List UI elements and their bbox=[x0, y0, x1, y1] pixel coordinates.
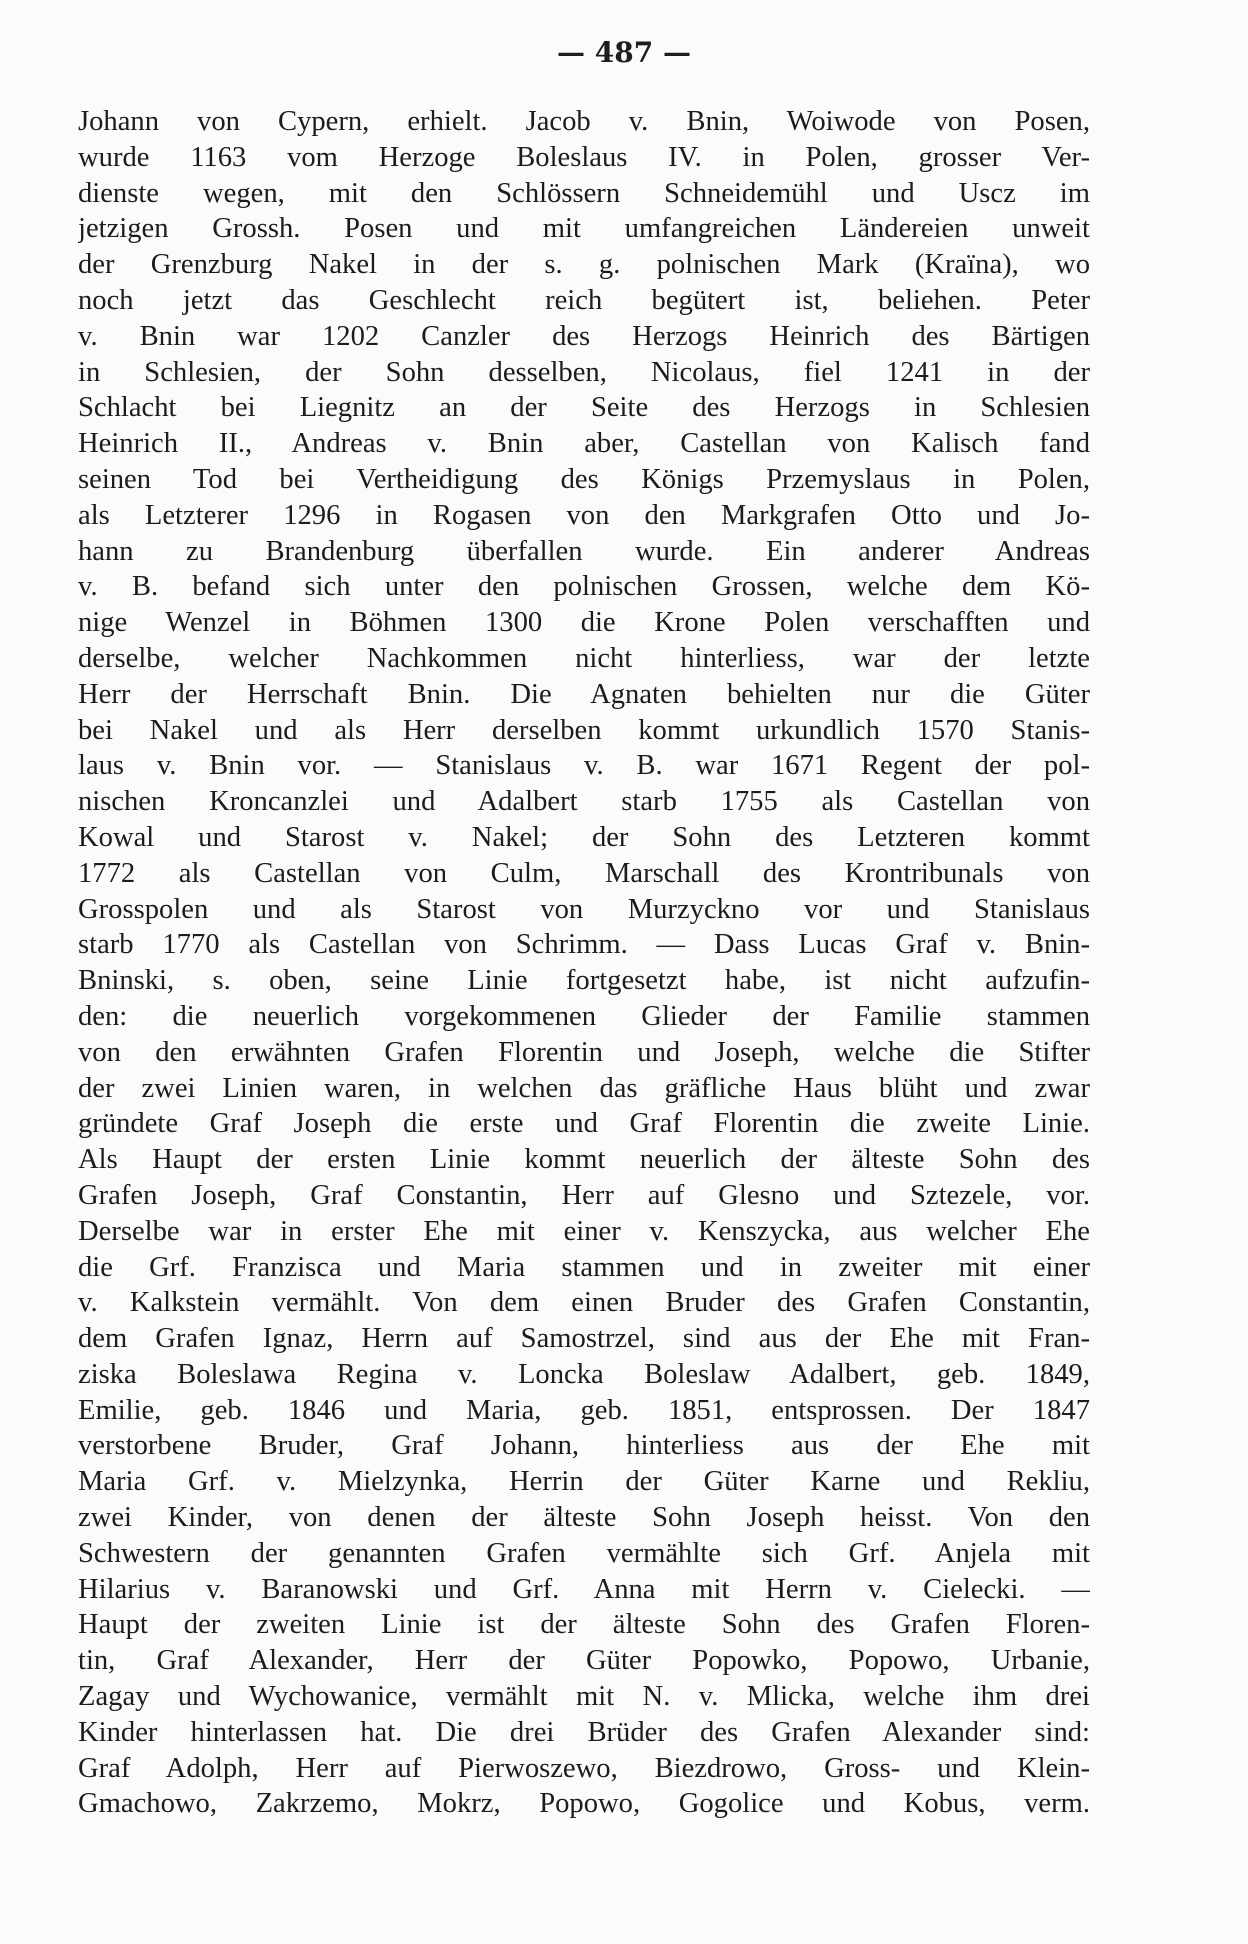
text-line: starb 1770 als Castellan von Schrimm. — Dass Lucas Graf v. Bnin- bbox=[78, 929, 1090, 961]
text-line: Johann von Cypern, erhielt. Jacob v. Bnin, Woiwode von Posen, bbox=[78, 106, 1090, 137]
text-line: tin, Graf Alexander, Herr der Güter Popowko, Popowo, Urbanie, bbox=[78, 1645, 1090, 1677]
text-line: v. B. befand sich unter den polnischen Grossen, welche dem Kö- bbox=[78, 571, 1090, 603]
text-line: Derselbe war in erster Ehe mit einer v. Kenszycka, aus welcher Ehe bbox=[78, 1215, 1090, 1247]
text-line: Schlacht bei Liegnitz an der Seite des Herzogs in Schlesien bbox=[78, 392, 1090, 424]
page-number: — 487 — bbox=[557, 36, 691, 69]
text-line: Grosspolen und als Starost von Murzyckno vor und Stanislaus bbox=[78, 893, 1090, 925]
text-line: die Grf. Franzisca und Maria stammen und in zweiter mit einer bbox=[78, 1251, 1090, 1283]
text-line: Als Haupt der ersten Linie kommt neuerlich der älteste Sohn des bbox=[78, 1144, 1090, 1176]
text-line: Maria Grf. v. Mielzynka, Herrin der Güter Karne und Rekliu, bbox=[78, 1466, 1090, 1498]
body-text bbox=[78, 104, 1090, 1822]
text-line: Haupt der zweiten Linie ist der älteste Sohn des Grafen Floren- bbox=[78, 1609, 1090, 1641]
text-line: 1772 als Castellan von Culm, Marschall des Krontribunals von bbox=[78, 857, 1090, 889]
text-line: nige Wenzel in Böhmen 1300 die Krone Polen verschafften und bbox=[78, 607, 1090, 639]
text-line: seinen Tod bei Vertheidigung des Königs Przemyslaus in Polen, bbox=[78, 463, 1090, 495]
text-line: Kinder hinterlassen hat. Die drei Brüder des Grafen Alexander sind: bbox=[78, 1716, 1090, 1748]
text-line: bei Nakel und als Herr derselben kommt urkundlich 1570 Stanis- bbox=[78, 714, 1090, 746]
text-line: noch jetzt das Geschlecht reich begütert ist, beliehen. Peter bbox=[78, 284, 1090, 316]
text-line: Kowal und Starost v. Nakel; der Sohn des Letzteren kommt bbox=[78, 821, 1090, 853]
text-line: Grafen Joseph, Graf Constantin, Herr auf Glesno und Sztezele, vor. bbox=[78, 1179, 1090, 1211]
text-line: jetzigen Grossh. Posen und mit umfangreichen Ländereien unweit bbox=[78, 213, 1090, 245]
text-line: verstorbene Bruder, Graf Johann, hinterliess aus der Ehe mit bbox=[78, 1430, 1090, 1462]
text-line: Herr der Herrschaft Bnin. Die Agnaten behielten nur die Güter bbox=[78, 678, 1090, 710]
text-line: als Letzterer 1296 in Rogasen von den Markgrafen Otto und Jo- bbox=[78, 499, 1090, 531]
text-line: nischen Kroncanzlei und Adalbert starb 1755 als Castellan von bbox=[78, 786, 1090, 818]
text-line: Heinrich II., Andreas v. Bnin aber, Castellan von Kalisch fand bbox=[78, 428, 1090, 460]
text-line: zwei Kinder, von denen der älteste Sohn Joseph heisst. Von den bbox=[78, 1502, 1090, 1534]
text-line: Bninski, s. oben, seine Linie fortgesetzt habe, ist nicht aufzufin- bbox=[78, 965, 1090, 997]
text-line: Gmachowo, Zakrzemo, Mokrz, Popowo, Gogolice und Kobus, verm. bbox=[78, 1788, 1090, 1820]
text-line: gründete Graf Joseph die erste und Graf Florentin die zweite Linie. bbox=[78, 1108, 1090, 1140]
text-line: ziska Boleslawa Regina v. Loncka Boleslaw Adalbert, geb. 1849, bbox=[78, 1358, 1090, 1390]
text-line: laus v. Bnin vor. — Stanislaus v. B. war 1671 Regent der pol- bbox=[78, 750, 1090, 782]
text-line: derselbe, welcher Nachkommen nicht hinterliess, war der letzte bbox=[78, 642, 1090, 674]
text-line: dienste wegen, mit den Schlössern Schneidemühl und Uscz im bbox=[78, 177, 1090, 209]
text-line: v. Bnin war 1202 Canzler des Herzogs Heinrich des Bärtigen bbox=[78, 320, 1090, 352]
text-line: in Schlesien, der Sohn desselben, Nicolaus, fiel 1241 in der bbox=[78, 356, 1090, 388]
text-line: von den erwähnten Grafen Florentin und Joseph, welche die Stifter bbox=[78, 1036, 1090, 1068]
text-line: Schwestern der genannten Grafen vermählte sich Grf. Anjela mit bbox=[78, 1537, 1090, 1569]
text-line: der zwei Linien waren, in welchen das gräfliche Haus blüht und zwar bbox=[78, 1072, 1090, 1104]
text-line: Zagay und Wychowanice, vermählt mit N. v. Mlicka, welche ihm drei bbox=[78, 1681, 1090, 1713]
text-line: den: die neuerlich vorgekommenen Glieder der Familie stammen bbox=[78, 1000, 1090, 1032]
text-line: der Grenzburg Nakel in der s. g. polnischen Mark (Kraïna), wo bbox=[78, 249, 1090, 281]
text-line: v. Kalkstein vermählt. Von dem einen Bruder des Grafen Constantin, bbox=[78, 1287, 1090, 1319]
text-line: dem Grafen Ignaz, Herrn auf Samostrzel, sind aus der Ehe mit Fran- bbox=[78, 1323, 1090, 1355]
text-line: Hilarius v. Baranowski und Grf. Anna mit Herrn v. Cielecki. — bbox=[78, 1573, 1090, 1605]
text-line: Graf Adolph, Herr auf Pierwoszewo, Biezdrowo, Gross- und Klein- bbox=[78, 1752, 1090, 1784]
text-line: hann zu Brandenburg überfallen wurde. Ein anderer Andreas bbox=[78, 535, 1090, 567]
text-line: Emilie, geb. 1846 und Maria, geb. 1851, entsprossen. Der 1847 bbox=[78, 1394, 1090, 1426]
text-line: wurde 1163 vom Herzoge Boleslaus IV. in Polen, grosser Ver- bbox=[78, 141, 1090, 173]
